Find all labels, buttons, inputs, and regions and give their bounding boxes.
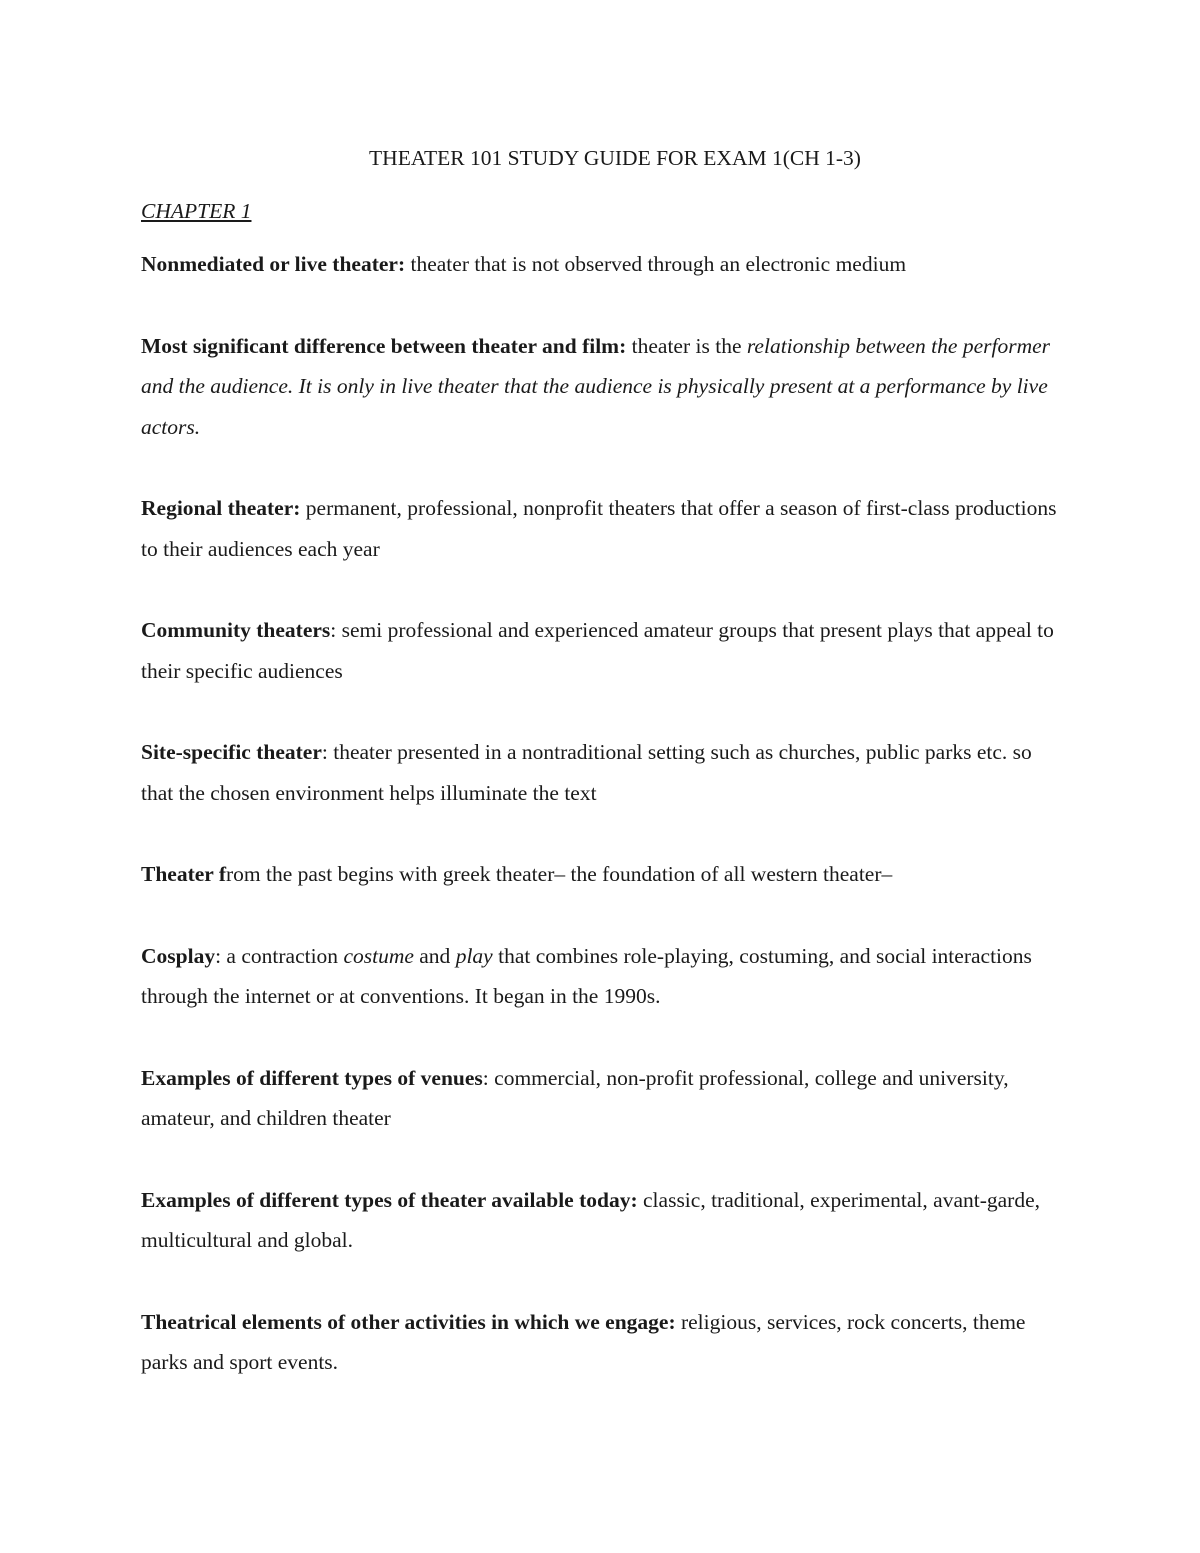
term-label: Theatrical elements of other activities in which we engage: <box>141 1309 676 1334</box>
definition-text: rom the past begins with greek theater– the foundation of all western theater– <box>225 862 893 886</box>
definition-text: that combines role-playing, costuming, and social interactions through the internet or at conventions. It began in the 1990s. <box>141 943 1032 1008</box>
term-label: Site-specific theater <box>141 740 322 764</box>
entry-cosplay <box>141 936 1061 1017</box>
entry-venue-types <box>141 1058 1061 1139</box>
entry-community-theaters <box>141 610 1061 691</box>
definition-text: theater is the <box>626 333 747 358</box>
entry-regional-theater <box>141 488 1061 569</box>
entry-theatrical-elements <box>141 1302 1061 1383</box>
term-label: Community theaters <box>141 618 331 642</box>
term-label: Most significant difference between theater and film: <box>141 333 627 358</box>
document-body <box>141 138 1061 1383</box>
term-label: Examples of different types of venues <box>141 1065 483 1090</box>
definition-text: and <box>413 943 456 968</box>
definition-emphasis: play <box>455 943 493 968</box>
definition-text: : commercial, non-profit professional, college and university, amateur, and children theater <box>141 1065 1009 1130</box>
definition-text: : theater presented in a nontraditional setting such as churches, public parks etc. so that the chosen environment helps illuminate the text <box>141 740 1032 805</box>
document-title: THEATER 101 STUDY GUIDE FOR EXAM 1(CH 1-3) <box>369 146 861 170</box>
definition-emphasis: costume <box>343 943 414 968</box>
entry-theater-types-today <box>141 1180 1061 1261</box>
definition-text: religious, services, rock concerts, theme parks and sport events. <box>141 1309 1026 1374</box>
definition-emphasis: relationship between the performer and the audience. It is only in live theater that the audience is physically present at a performance by live actors. <box>141 333 1051 439</box>
entry-theater-from-past <box>141 854 1061 895</box>
definition-text: : semi professional and experienced amateur groups that present plays that appeal to their specific audiences <box>141 618 1054 683</box>
entry-nonmediated-theater <box>141 244 1061 285</box>
chapter-heading: CHAPTER 1 <box>141 199 252 223</box>
term-label: Examples of different types of theater available today: <box>141 1187 638 1212</box>
definition-text: theater that is not observed through an electronic medium <box>405 252 907 276</box>
term-label: Nonmediated or live theater: <box>141 252 406 276</box>
entry-theater-vs-film <box>141 326 1061 448</box>
entry-site-specific-theater <box>141 732 1061 813</box>
definition-text: : a contraction <box>215 943 344 968</box>
term-label: Cosplay <box>141 943 216 968</box>
term-label: Theater f <box>141 862 226 886</box>
definition-text: permanent, professional, nonprofit theaters that offer a season of first-class productions to their audiences each year <box>141 496 1057 561</box>
term-label: Regional theater: <box>141 496 301 520</box>
definition-text: classic, traditional, experimental, avant-garde, multicultural and global. <box>141 1187 1040 1252</box>
